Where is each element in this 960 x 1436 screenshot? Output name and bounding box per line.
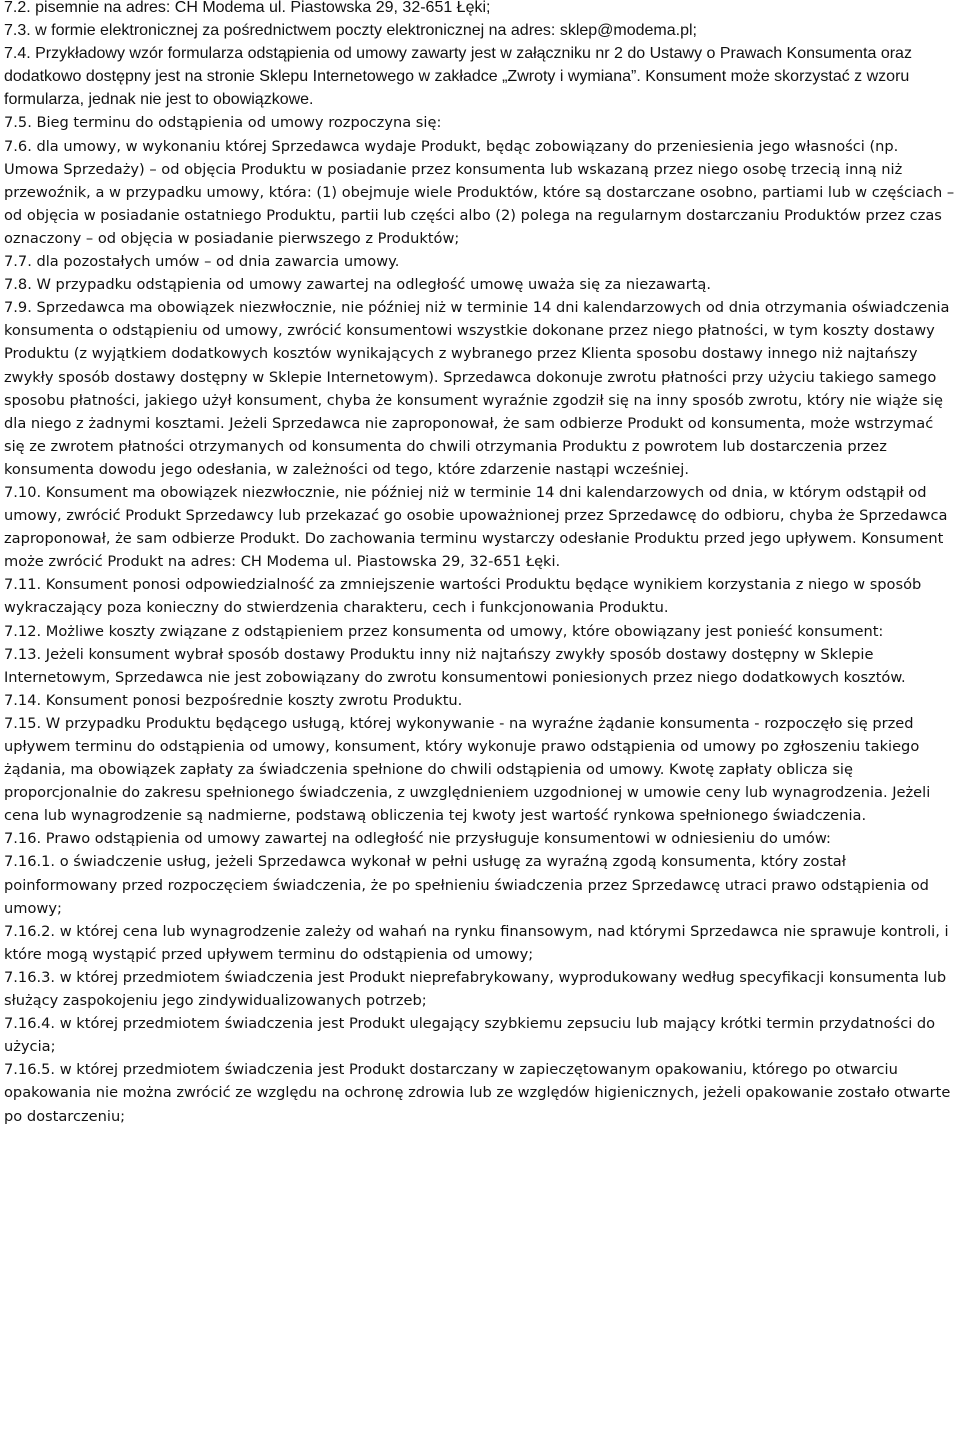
paragraph-7-3: 7.3. w formie elektronicznej za pośrednictwem poczty elektronicznej na adres: sklep@modema.pl; [4,22,697,40]
paragraph-7-16-4: 7.16.4. w której przedmiotem świadczenia jest Produkt ulegający szybkiemu zepsuciu lub mający krótki termin przydatności do użycia; [4,1015,936,1056]
paragraph-7-15: 7.15. W przypadku Produktu będącego usługą, której wykonywanie - na wyraźne żądanie konsumenta - rozpoczęło się przed upływem terminu do odstąpienia od umowy, konsument, który wykonuje prawo odstąpienia od umowy po zgłoszeniu takiego żądania, ma obowiązek zapłaty za świadczenia spełnione do chwili odstąpienia od umowy. Kwotę zapłaty oblicza się proporcjonalnie do zakresu spełnionego świadczenia, z uwzględnieniem uzgodnionej w umowie ceny lub wynagrodzenia. Jeżeli cena lub wynagrodzenie są nadmierne, podstawą obliczenia tej kwoty jest wartość rynkowa spełnionego świadczenia. [4,714,931,825]
paragraph-7-16-3: 7.16.3. w której przedmiotem świadczenia jest Produkt nieprefabrykowany, wyprodukowany według specyfikacji konsumenta lub służący zaspokojeniu jego zindywidualizowanych potrzeb; [4,968,947,1010]
paragraph-7-6: 7.6. dla umowy, w wykonaniu której Sprzedawca wydaje Produkt, będąc zobowiązany do przeniesienia jego własności (np. Umowa Sprzedaży) – od objęcia Produktu w posiadanie przez konsumenta lub wskazaną przez niego osobę trzecią inną niż przewoźnik, a w przypadku umowy, która: (1) obejmuje wiele Produktów, które są dostarczane osobno, partiami lub w częściach – od objęcia w posiadanie ostatniego Produktu, partii lub części albo (2) polega na regularnym dostarczaniu Produktów przez czas oznaczony – od objęcia w posiadanie pierwszego z Produktów; [4,137,955,247]
paragraph-7-12: 7.12. Możliwe koszty związane z odstąpieniem przez konsumenta od umowy, które obowiązany jest ponieść konsument: [4,622,884,640]
paragraph-7-14: 7.14. Konsument ponosi bezpośrednie koszty zwrotu Produktu. [4,691,463,709]
paragraph-7-16-1: 7.16.1. o świadczenie usług, jeżeli Sprzedawca wykonał w pełni usługę za wyraźną zgodą konsumenta, który został poinformowany przed rozpoczęciem świadczenia, że po spełnieniu świadczenia przez Sprzedawcę utraci prawo odstąpienia od umowy; [4,853,929,917]
paragraph-7-9: 7.9. Sprzedawca ma obowiązek niezwłocznie, nie później niż w terminie 14 dni kalendarzowych od dnia otrzymania oświadczenia konsumenta o odstąpieniu od umowy, zwrócić konsumentowi wszystkie dokonane przez niego płatności, w tym koszty dostawy Produktu (z wyjątkiem dodatkowych kosztów wynikających z wybranego przez Klienta sposobu dostawy innego niż najtańszy zwykły sposób dostawy dostępny w Sklepie Internetowym). Sprzedawca dokonuje zwrotu płatności przy użyciu takiego samego sposobu płatności, jakiego użył konsument, chyba że konsument wyraźnie zgodził się na inny sposób zwrotu, który nie wiąże się dla niego z żadnymi kosztami. Jeżeli Sprzedawca nie zaproponował, że sam odbierze Produkt od konsumenta, może wstrzymać się ze zwrotem płatności otrzymanych od konsumenta do chwili otrzymania Produktu z powrotem lub dostarczenia przez konsumenta dowodu jego odesłania, w zależności od tego, które zdarzenie nastąpi wcześniej. [4,299,950,478]
paragraph-7-4: 7.4. Przykładowy wzór formularza odstąpienia od umowy zawarty jest w załączniku nr 2 do Ustawy o Prawach Konsumenta oraz dodatkowo dostępny jest na stronie Sklepu Internetowego w zakładce „Zwroty i wymiana”. Konsument może skorzystać z wzoru formularza, jednak nie jest to obowiązkowe. [4,45,912,109]
paragraph-7-11: 7.11. Konsument ponosi odpowiedzialność za zmniejszenie wartości Produktu będące wynikiem korzystania z niego w sposób wykraczający poza konieczny do stwierdzenia charakteru, cech i funkcjonowania Produktu. [4,576,922,617]
document-body [4,0,956,1128]
paragraph-7-13: 7.13. Jeżeli konsument wybrał sposób dostawy Produktu inny niż najtańszy zwykły sposób dostawy dostępny w Sklepie Internetowym, Sprzedawca nie jest zobowiązany do zwrotu konsumentowi poniesionych przez niego dodatkowych kosztów. [4,645,906,686]
paragraph-7-16-5: 7.16.5. w której przedmiotem świadczenia jest Produkt dostarczany w zapieczętowanym opakowaniu, którego po otwarciu opakowania nie można zwrócić ze względu na ochronę zdrowia lub ze względów higienicznych, jeżeli opakowanie zostało otwarte po dostarczeniu; [4,1061,951,1125]
paragraph-7-5: 7.5. Bieg terminu do odstąpienia od umowy rozpoczyna się: [4,114,442,132]
paragraph-7-16: 7.16. Prawo odstąpienia od umowy zawartej na odległość nie przysługuje konsumentowi w odniesieniu do umów: [4,830,831,848]
paragraph-7-16-2: 7.16.2. w której cena lub wynagrodzenie zależy od wahań na rynku finansowym, nad którymi Sprzedawca nie sprawuje kontroli, i które mogą wystąpić przed upływem terminu do odstąpienia od umowy; [4,922,949,963]
paragraph-7-2: 7.2. pisemnie na adres: CH Modema ul. Piastowska 29, 32-651 Łęki; [4,0,491,16]
paragraph-7-7: 7.7. dla pozostałych umów – od dnia zawarcia umowy. [4,253,400,271]
paragraph-7-10: 7.10. Konsument ma obowiązek niezwłocznie, nie później niż w terminie 14 dni kalendarzowych od dnia, w którym odstąpił od umowy, zwrócić Produkt Sprzedawcy lub przekazać go osobie upoważnionej przez Sprzedawcę do odbioru, chyba że Sprzedawca zaproponował, że sam odbierze Produkt. Do zachowania terminu wystarczy odesłanie Produktu przed jego upływem. Konsument może zwrócić Produkt na adres: CH Modema ul. Piastowska 29, 32-651 Łęki. [4,483,948,571]
paragraph-7-8: 7.8. W przypadku odstąpienia od umowy zawartej na odległość umowę uważa się za niezawartą. [4,276,711,294]
